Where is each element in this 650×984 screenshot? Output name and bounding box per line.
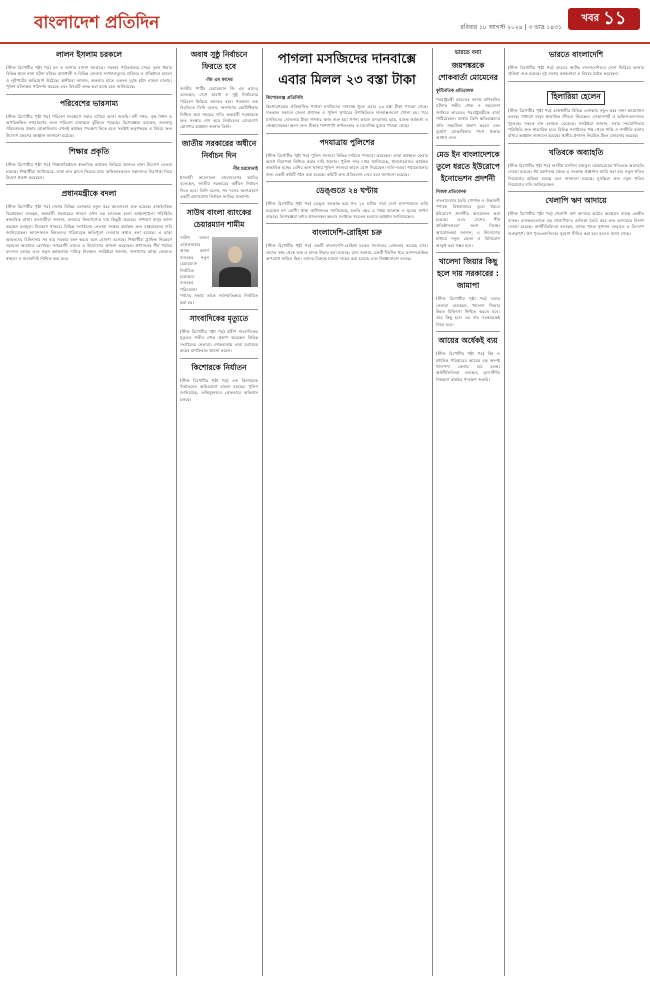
- headline: শিক্ষার প্রকৃতি: [68, 147, 110, 157]
- headline: বাংলাদেশি-রোহিঙ্গা চক্র: [312, 228, 382, 238]
- article-body: পররাষ্ট্রমন্ত্রী ভারতের বন্যায় প্রাণহানির ঘটনায় গভীর শোক ও সমবেদনা জানিয়ে ভারতের পররাষ্ট্রমন্ত্রীকে বার্তা পাঠিয়েছেন। বার্তায় তিনি ক্ষতিগ্রস্তদের প্রতি সহমর্মিতা প্রকাশ করেন এবং দুর্যোগ মোকাবিলায় পাশে থাকার আশ্বাস দেন।: [436, 97, 500, 141]
- page-number: ১১: [603, 7, 627, 29]
- headline: অবাধ সুষ্ঠু নির্বাচনে ফিরতে হবে: [190, 50, 248, 71]
- headline: খালেদা জিয়ার কিছু হলে দায় সরকারের : জামাপা: [437, 257, 499, 291]
- article-body: (স্টাফ রিপোর্টার পৃষ্ঠা পর) মন ও আশার বাসনা জাগ্রতে। সরকার পরিবর্তনের সেঘর দুর্বল ধারার বিভিন্ন স্থানে নানা ঘটনা ঘটছে। রাজধানী ও বিভিন্ন জেলায় সংখ্যালঘুদের বাড়িঘর ও প্রতিষ্ঠানে হামলা ও লুটপাটের অভিযোগ উঠেছে। স্থানীয়রা জানান, শুক্রবার রাতে একদল দুর্বৃত্ত হঠাৎ হামলা চালায়। পুলিশ ঘটনাস্থল পরিদর্শন করেছে এবং বিষয়টি তদন্ত করা হচ্ছে বলে জানিয়েছে।: [6, 65, 172, 90]
- headline: খতিবকে অব্যাহতি: [548, 147, 604, 157]
- headline: আয়ের অর্ধেকই ব্যয়: [438, 336, 498, 346]
- article-body: (স্টাফ রিপোর্টার পৃষ্ঠা পর) জাতীয় মসজিদ বায়তুল মোকাররমের খতিবকে অব্যাহতি দেওয়া হয়েছে। ধর্ম মন্ত্রণালয় থেকে এ সংক্রান্ত প্রজ্ঞাপন জারি করা হয়। নতুন খতিব নিয়োগের প্রক্রিয়া চলছে বলে জানানো হয়েছে। মুসল্লিরা দ্রুত নতুন খতিব নিয়োগের দাবি জানিয়েছেন।: [508, 162, 644, 188]
- article-body: (স্টাফ রিপোর্টার পৃষ্ঠা পর) একটি বাংলাদেশি-রোহিঙ্গা চক্রের সদস্যদের গ্রেফতার করেছে র‌্যাব। তাদের কাছ থেকে অস্ত্র ও মাদক উদ্ধার করা হয়েছে। র‌্যাব জানায়, চক্রটি দীর্ঘদিন ধরে ক্যাম্পকেন্দ্রিক অপরাধে জড়িত ছিল। তাদের বিরুদ্ধে মামলা দায়ের করা হয়েছে এবং জিজ্ঞাসাবাদ চলছে।: [266, 243, 428, 262]
- article-body: (স্টাফ রিপোর্টার পৃষ্ঠা পর) নিম্ন ও মধ্যবিত্ত পরিবারের আয়ের বড় অংশই খাদ্যপণ্য কেনায় ব্যয় হচ্ছে। অর্থনীতিবিদরা বলছেন, মূল্যস্ফীতি নিয়ন্ত্রণে কার্যকর পদক্ষেপ জরুরি।: [436, 351, 500, 382]
- article-body: (স্টাফ রিপোর্টার পৃষ্ঠা পর) খেলাপি ঋণ আদায়ে কঠোর অবস্থানে যাচ্ছে কেন্দ্রীয় ব্যাংক। ব্যাংকগুলোকে বড় খেলাপিদের তালিকা তৈরি করে দ্রুত আদায়ের নির্দেশ দেওয়া হয়েছে। অর্থনীতিবিদরা বলছেন, ব্যাংক খাতে সুশাসন ফেরাতে এ উদ্যোগ গুরুত্বপূর্ণ। ঋণ পুনঃতফসিলের সুযোগ সীমিত করা হবে বলেও জানা গেছে।: [508, 211, 644, 236]
- byline: কিশোরগঞ্জ প্রতিনিধি: [266, 96, 303, 101]
- article-body: (স্টাফ রিপোর্টার পৃষ্ঠা পর) এক কিশোরকে নির্যাতনের অভিযোগে মামলা হয়েছে। পুলিশ জানিয়েছে, অভিযুক্তদের গ্রেফতারে অভিযান চলছে।: [180, 377, 258, 402]
- column-4: [436, 48, 500, 976]
- headline: ডেঙ্গুতে ২৪ ঘণ্টায়: [316, 186, 378, 196]
- portrait-photo: [212, 237, 258, 287]
- headline: লালন ইসলাম চরকলে: [56, 50, 122, 59]
- column-rule: [176, 48, 177, 976]
- masthead: [0, 0, 650, 44]
- headline: সাউথ বাংলা ব্যাংকের চেয়ারম্যান শামীম: [186, 208, 252, 230]
- headline: প্রধানমন্ত্রীকে বদলা: [61, 189, 117, 199]
- column-5: [508, 48, 644, 976]
- column-2: [180, 48, 258, 976]
- article-body: (স্টাফ রিপোর্টার পৃষ্ঠা পর) দলের নেতারা বলেছেন, খালেদা জিয়ার উন্নত চিকিৎসা নিশ্চিত করতে হবে। তার কিছু হলে এর দায় সরকারকেই নিতে হবে।: [436, 296, 500, 327]
- headline: হিলারিয়া হেলেন: [547, 91, 604, 105]
- article-body: (স্টাফ রিপোর্টার পৃষ্ঠা পর) পরিবেশ সংরক্ষণে সবার এগিয়ে আসা জরুরি। নদী দখল, বৃক্ষ নিধন ও অপরিকল্পিত নগরায়ণের ফলে পরিবেশ মারাত্মক ঝুঁকিতে পড়েছে। বিশেষজ্ঞরা বলছেন, জলবায়ু পরিবর্তনের প্রভাব মোকাবিলায় এখনই কার্যকর পদক্ষেপ নিতে হবে। সংশ্লিষ্ট কর্তৃপক্ষকে এ বিষয়ে দ্রুত উদ্যোগ গ্রহণের আহ্বান জানানো হয়েছে।: [6, 113, 172, 138]
- headline: পদযাত্রায় পুলিশের: [319, 137, 375, 147]
- column-3: [266, 48, 428, 976]
- issue-date: রবিবার ১৮ আগস্ট ২০২৪ | ৩ ভাদ্র ১৪৩১: [460, 24, 562, 31]
- headline: জাতীয় সরকারের অধীনে নির্বাচন দিন: [181, 138, 257, 160]
- article-body: (স্টাফ রিপোর্টার পৃষ্ঠা পর) শিক্ষাপ্রতিষ্ঠানে স্বাভাবিক কার্যক্রম ফিরিয়ে আনতে নানা উদ্যোগ নেওয়া হয়েছে। শিক্ষার্থীরা জানিয়েছে, তারা দ্রুত ক্লাসে ফিরতে চায়। অভিভাবকরাও সন্তানদের নিরাপত্তা নিয়ে উদ্বেগ প্রকাশ করেছেন।: [6, 162, 172, 181]
- column-1: [6, 48, 172, 976]
- page-badge: [568, 8, 640, 30]
- column-rule: [262, 48, 263, 976]
- article-body: কিশোরগঞ্জের ঐতিহাসিক পাগলা মসজিদের দানবাক্স খুলে এবার ২৩ বস্তা টাকা পাওয়া গেছে। গতকাল সকালে জেলা প্রশাসক ও পুলিশ সুপারের উপস্থিতিতে দানবাক্সগুলো খোলা হয়। পরে মসজিদের দোতলায় টাকা গণনার কাজ শুরু হয়। গণনা কাজে মাদরাসার ছাত্র, ব্যাংক কর্মকর্তা ও স্বেচ্ছাসেবকরা অংশ নেন। টাকার পাশাপাশি স্বর্ণালংকার ও বৈদেশিক মুদ্রাও পাওয়া গেছে।: [266, 104, 428, 129]
- byline: নিজস্ব প্রতিবেদক: [436, 189, 467, 195]
- section-label: খবর: [581, 12, 600, 24]
- article-body: সাউথ বাংলা এগ্রিকালচার অ্যান্ড কমার্স ব্যাংকের নতুন চেয়ারম্যান নির্বাচিত হয়েছেন। ব্যাংকের পরিচালনা পর্ষদের সভায় তাকে সর্বসম্মতিক্রমে নির্বাচিত করা হয়।: [180, 235, 258, 305]
- article-body: (স্টাফ রিপোর্টার পৃষ্ঠা পর) দেশের বিভিন্ন এলাকায় নতুন করে আলোচনা শুরু হয়েছে। রাজনৈতিক বিশ্লেষকরা বলছেন, অন্তর্বর্তী সরকারের সামনে এখন বড় চ্যালেঞ্জ হলো আইনশৃঙ্খলা পরিস্থিতি স্বাভাবিক রাখা। ব্যবসায়ীরা জানান, বাজারে নিত্যপণ্যের দাম কিছুটা কমেছে। সাধারণ মানুষ আশা করছেন দ্রব্যমূল্য নিয়ন্ত্রণে থাকবে। বিভিন্ন সংগঠনের নেতারা সংস্কার কার্যক্রম দ্রুত বাস্তবায়নের দাবি জানিয়েছেন। আন্দোলনে নিহতদের পরিবারকে ক্ষতিপূরণ দেওয়ার কথাও বলা হয়েছে। এ ছাড়া আহতদের চিকিৎসার সব ব্যয় সরকার বহন করবে বলে ঘোষণা এসেছে। শিক্ষার্থীরা ট্রাফিক নিয়ন্ত্রণে সহায়তা অব্যাহত রেখেছে। নগরবাসী তাদের এ উদ্যোগের প্রশংসা করেছেন। প্রশাসনের শীর্ষ পর্যায়ে রদবদল চলছে এবং নতুন কর্মকর্তারা দায়িত্ব নিচ্ছেন। সংশ্লিষ্টরা জানান, জনগণের আস্থা ফেরাতে স্বচ্ছতা ও জবাবদিহি নিশ্চিত করা হবে।: [6, 204, 172, 261]
- lead-headline: পাগলা মসজিদের দানবাক্সে এবার মিলল ২৩ বস্তা টাকা: [277, 52, 417, 88]
- headline: পরিবেশের ভারসাম্য: [59, 98, 119, 108]
- byline: -জি এম কাদের: [205, 78, 233, 83]
- article-body: বাংলাদেশের তৈরি পোশাক ও উদ্ভাবনী পণ্যকে বিশ্ববাজারে তুলে ধরতে ইউরোপে প্রদর্শনীর আয়োজন করা হয়েছে। এতে দেশের শীর্ষ প্রতিষ্ঠানগুলো অংশ নিচ্ছে। আয়োজকরা জানান, এ উদ্যোগের মাধ্যমে নতুন ক্রেতা ও বিনিয়োগ আকৃষ্ট করা সম্ভব হবে।: [436, 197, 500, 248]
- byline: পীর চরমোনাই: [232, 166, 258, 172]
- article-body: জাতীয় পার্টির চেয়ারম্যান জি এম কাদের বলেছেন, দেশে অবাধ ও সুষ্ঠু নির্বাচনের পরিবেশ ফিরিয়ে আনতে হবে। গতকাল এক বিবৃতিতে তিনি বলেন, জনগণের ভোটাধিকার নিশ্চিত করা সময়ের দাবি। অন্তর্বর্তী সরকারকে দ্রুত সংস্কার শেষ করে নির্বাচনের রোডম্যাপ ঘোষণার আহ্বান জানান তিনি।: [180, 86, 258, 130]
- column-rule: [432, 48, 433, 976]
- article-body: (স্টাফ রিপোর্টার পৃষ্ঠা পর) রাজধানীর বিভিন্ন এলাকায় নতুন করে নানা আয়োজন চলছে। সাধারণ মানুষ স্বাভাবিক জীবনে ফিরছেন। দোকানপাট ও অফিস-আদালত খুলেছে। সড়কে যান চলাচল বেড়েছে। সংশ্লিষ্টরা জানান, সবার সহযোগিতায় পরিস্থিতি দ্রুত স্বাভাবিক হবে। বিভিন্ন সংগঠনের পক্ষ থেকে শান্তি ও সম্প্রীতি বজায় রাখার আহ্বান জানানো হয়েছে। স্থানীয় প্রশাসন নিয়মিত টহল জোরদার করেছে।: [508, 107, 644, 139]
- article-body: (স্টাফ রিপোর্টার পৃষ্ঠা পর) প্রবীণ সাংবাদিকের মৃত্যুতে গভীর শোক প্রকাশ করেছেন বিভিন্ন সংগঠনের নেতারা। শোকবার্তায় তারা মরহুমের রুহের মাগফিরাত কামনা করেন।: [180, 328, 258, 354]
- article-body: ইসলামী আন্দোলন বাংলাদেশের আমির বলেছেন, জাতীয় সরকারের অধীনে নির্বাচন দিতে হবে। তিনি বলেন, সব দলের অংশগ্রহণে একটি গ্রহণযোগ্য নির্বাচন জাতির প্রত্যাশা।: [180, 174, 258, 200]
- headline: কিশোরকে নির্যাতন: [191, 362, 247, 372]
- newspaper-logo: [34, 8, 184, 34]
- headline: খেলাপি ঋণ আদায়ে: [545, 196, 607, 206]
- headline: সাংবাদিকের মৃত্যুতে: [189, 313, 249, 323]
- article-body: (স্টাফ রিপোর্টার পৃষ্ঠা পর) ডেঙ্গু আক্রান্ত হয়ে গত ২৪ ঘণ্টায় সারা দেশে হাসপাতালে ভর্তি হয়েছেন বহু রোগী। স্বাস্থ্য অধিদফতর জানিয়েছে, চলতি বছর এ পর্যন্ত আক্রান্ত ও মৃতের সংখ্যা বাড়ছে। বিশেষজ্ঞরা মশার প্রজননস্থল ধ্বংসে সবাইকে সচেতন হওয়ার আহ্বান জানিয়েছেন।: [266, 201, 428, 220]
- headline: ভারতে বাংলাদেশি: [548, 50, 604, 59]
- kicker: ভারতে বন্যা: [454, 50, 482, 56]
- article-body: (স্টাফ রিপোর্টার পৃষ্ঠা পর) পুলিশ সদস্যরা বিভিন্ন দাবিতে পদযাত্রা করেছেন। তারা কর্মস্থলে ফেরার আগে নিরাপত্তা নিশ্চিত করার দাবি জানান। পুলিশ সদর দপ্তর জানিয়েছে, থানাগুলোতে কার্যক্রম স্বাভাবিক হচ্ছে। বেশির ভাগ থানায় পুলিশ সদস্যরা কাজে যোগ দিয়েছেন। দাবি-দাওয়া পর্যালোচনার জন্য একটি কমিটি গঠন করা হয়েছে। কমিটি দ্রুত প্রতিবেদন দেবে বলে জানানো হয়েছে।: [266, 152, 428, 177]
- headline: মেড ইন বাংলাদেশকে তুলে ধরতে ইউরোপে ইনোভেশন প্রদর্শনী: [436, 149, 500, 183]
- byline: কূটনৈতিক প্রতিবেদক: [436, 89, 474, 94]
- svg-text:বাংলাদেশ প্রতিদিন: বাংলাদেশ প্রতিদিন: [34, 13, 160, 33]
- headline: জয়শঙ্করকে শোকবার্তা মোমেনের: [438, 61, 498, 82]
- article-body: (স্টাফ রিপোর্টার পৃষ্ঠা পর) ভারতে আটক বাংলাদেশিদের দেশে ফিরিয়ে আনার প্রক্রিয়া শুরু হয়েছে। দুই দেশের কর্মকর্তারা এ বিষয়ে বৈঠক করেছেন।: [508, 65, 644, 77]
- column-rule: [504, 48, 505, 976]
